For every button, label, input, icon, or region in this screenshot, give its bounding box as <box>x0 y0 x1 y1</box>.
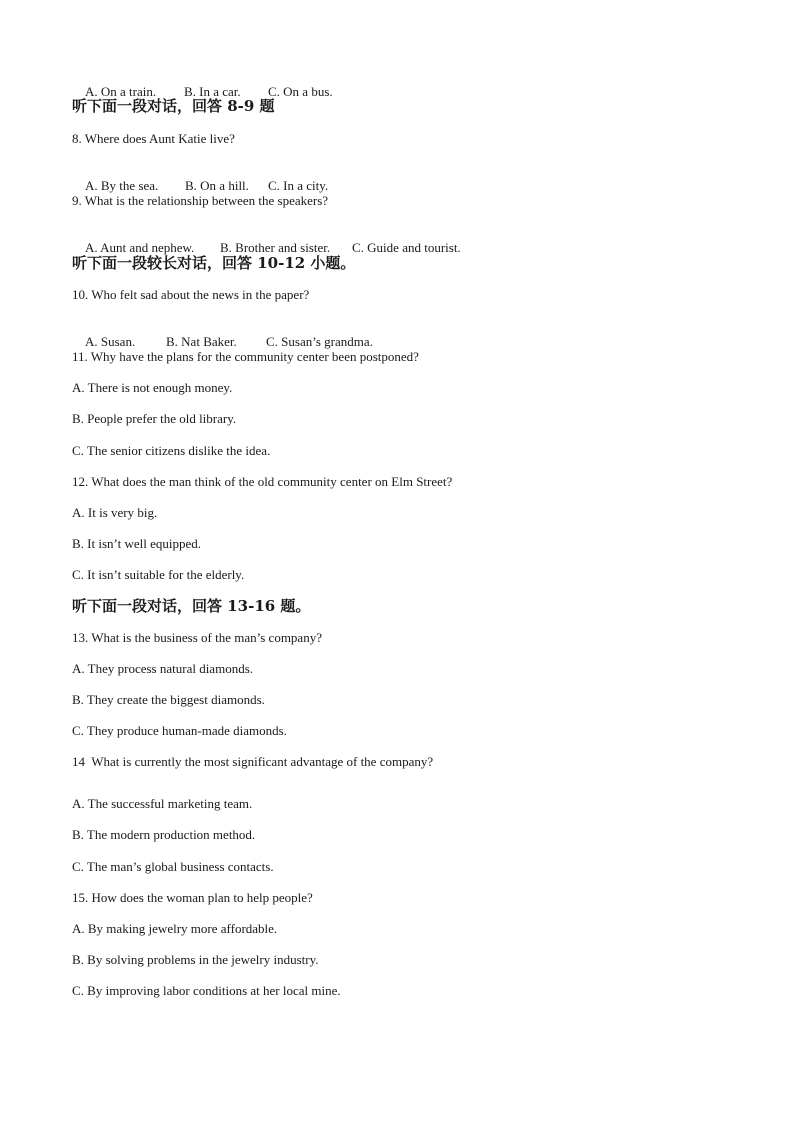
question-8: 8. Where does Aunt Katie live? <box>72 131 235 146</box>
option-a: A. Aunt and nephew. <box>85 240 195 255</box>
question-13: 13. What is the business of the man’s company? <box>72 630 322 645</box>
question-14: 14 What is currently the most significant advantage of the company? <box>72 754 434 769</box>
option-13c: C. They produce human-made diamonds. <box>72 723 287 738</box>
option-11c: C. The senior citizens dislike the idea. <box>72 443 271 458</box>
option-c: C. On a bus. <box>268 84 333 99</box>
option-11b: B. People prefer the old library. <box>72 411 237 426</box>
question-15: 15. How does the woman plan to help people? <box>72 890 313 905</box>
option-b: B. Nat Baker. <box>166 334 237 349</box>
question-11: 11. Why have the plans for the community center been postponed? <box>72 349 419 364</box>
option-12a: A. It is very big. <box>72 505 158 520</box>
option-12b: B. It isn’t well equipped. <box>72 536 202 551</box>
option-a: A. By the sea. <box>85 178 159 193</box>
option-c: C. Susan’s grandma. <box>266 334 373 349</box>
option-14b: B. The modern production method. <box>72 827 256 842</box>
option-15a: A. By making jewelry more affordable. <box>72 921 278 936</box>
option-b: B. Brother and sister. <box>220 240 331 255</box>
section-heading-8-9: 听下面一段对话，回答 8-9 题 <box>72 97 275 115</box>
option-15c: C. By improving labor conditions at her local mine. <box>72 983 341 998</box>
option-13a: A. They process natural diamonds. <box>72 661 253 676</box>
option-b: B. In a car. <box>184 84 241 99</box>
option-c: C. Guide and tourist. <box>352 240 461 255</box>
question-9: 9. What is the relationship between the speakers? <box>72 193 329 208</box>
option-c: C. In a city. <box>268 178 329 193</box>
question-10: 10. Who felt sad about the news in the paper? <box>72 287 310 302</box>
section-heading-10-12: 听下面一段较长对话，回答 10-12 小题。 <box>72 254 356 272</box>
question-12: 12. What does the man think of the old community center on Elm Street? <box>72 474 453 489</box>
option-b: B. On a hill. <box>185 178 249 193</box>
option-14c: C. The man’s global business contacts. <box>72 859 274 874</box>
option-a: A. Susan. <box>85 334 136 349</box>
option-11a: A. There is not enough money. <box>72 380 233 395</box>
option-13b: B. They create the biggest diamonds. <box>72 692 265 707</box>
section-heading-13-16: 听下面一段对话，回答 13-16 题。 <box>72 597 311 615</box>
option-a: A. On a train. <box>85 84 157 99</box>
option-15b: B. By solving problems in the jewelry industry. <box>72 952 319 967</box>
option-14a: A. The successful marketing team. <box>72 796 253 811</box>
option-12c: C. It isn’t suitable for the elderly. <box>72 567 245 582</box>
